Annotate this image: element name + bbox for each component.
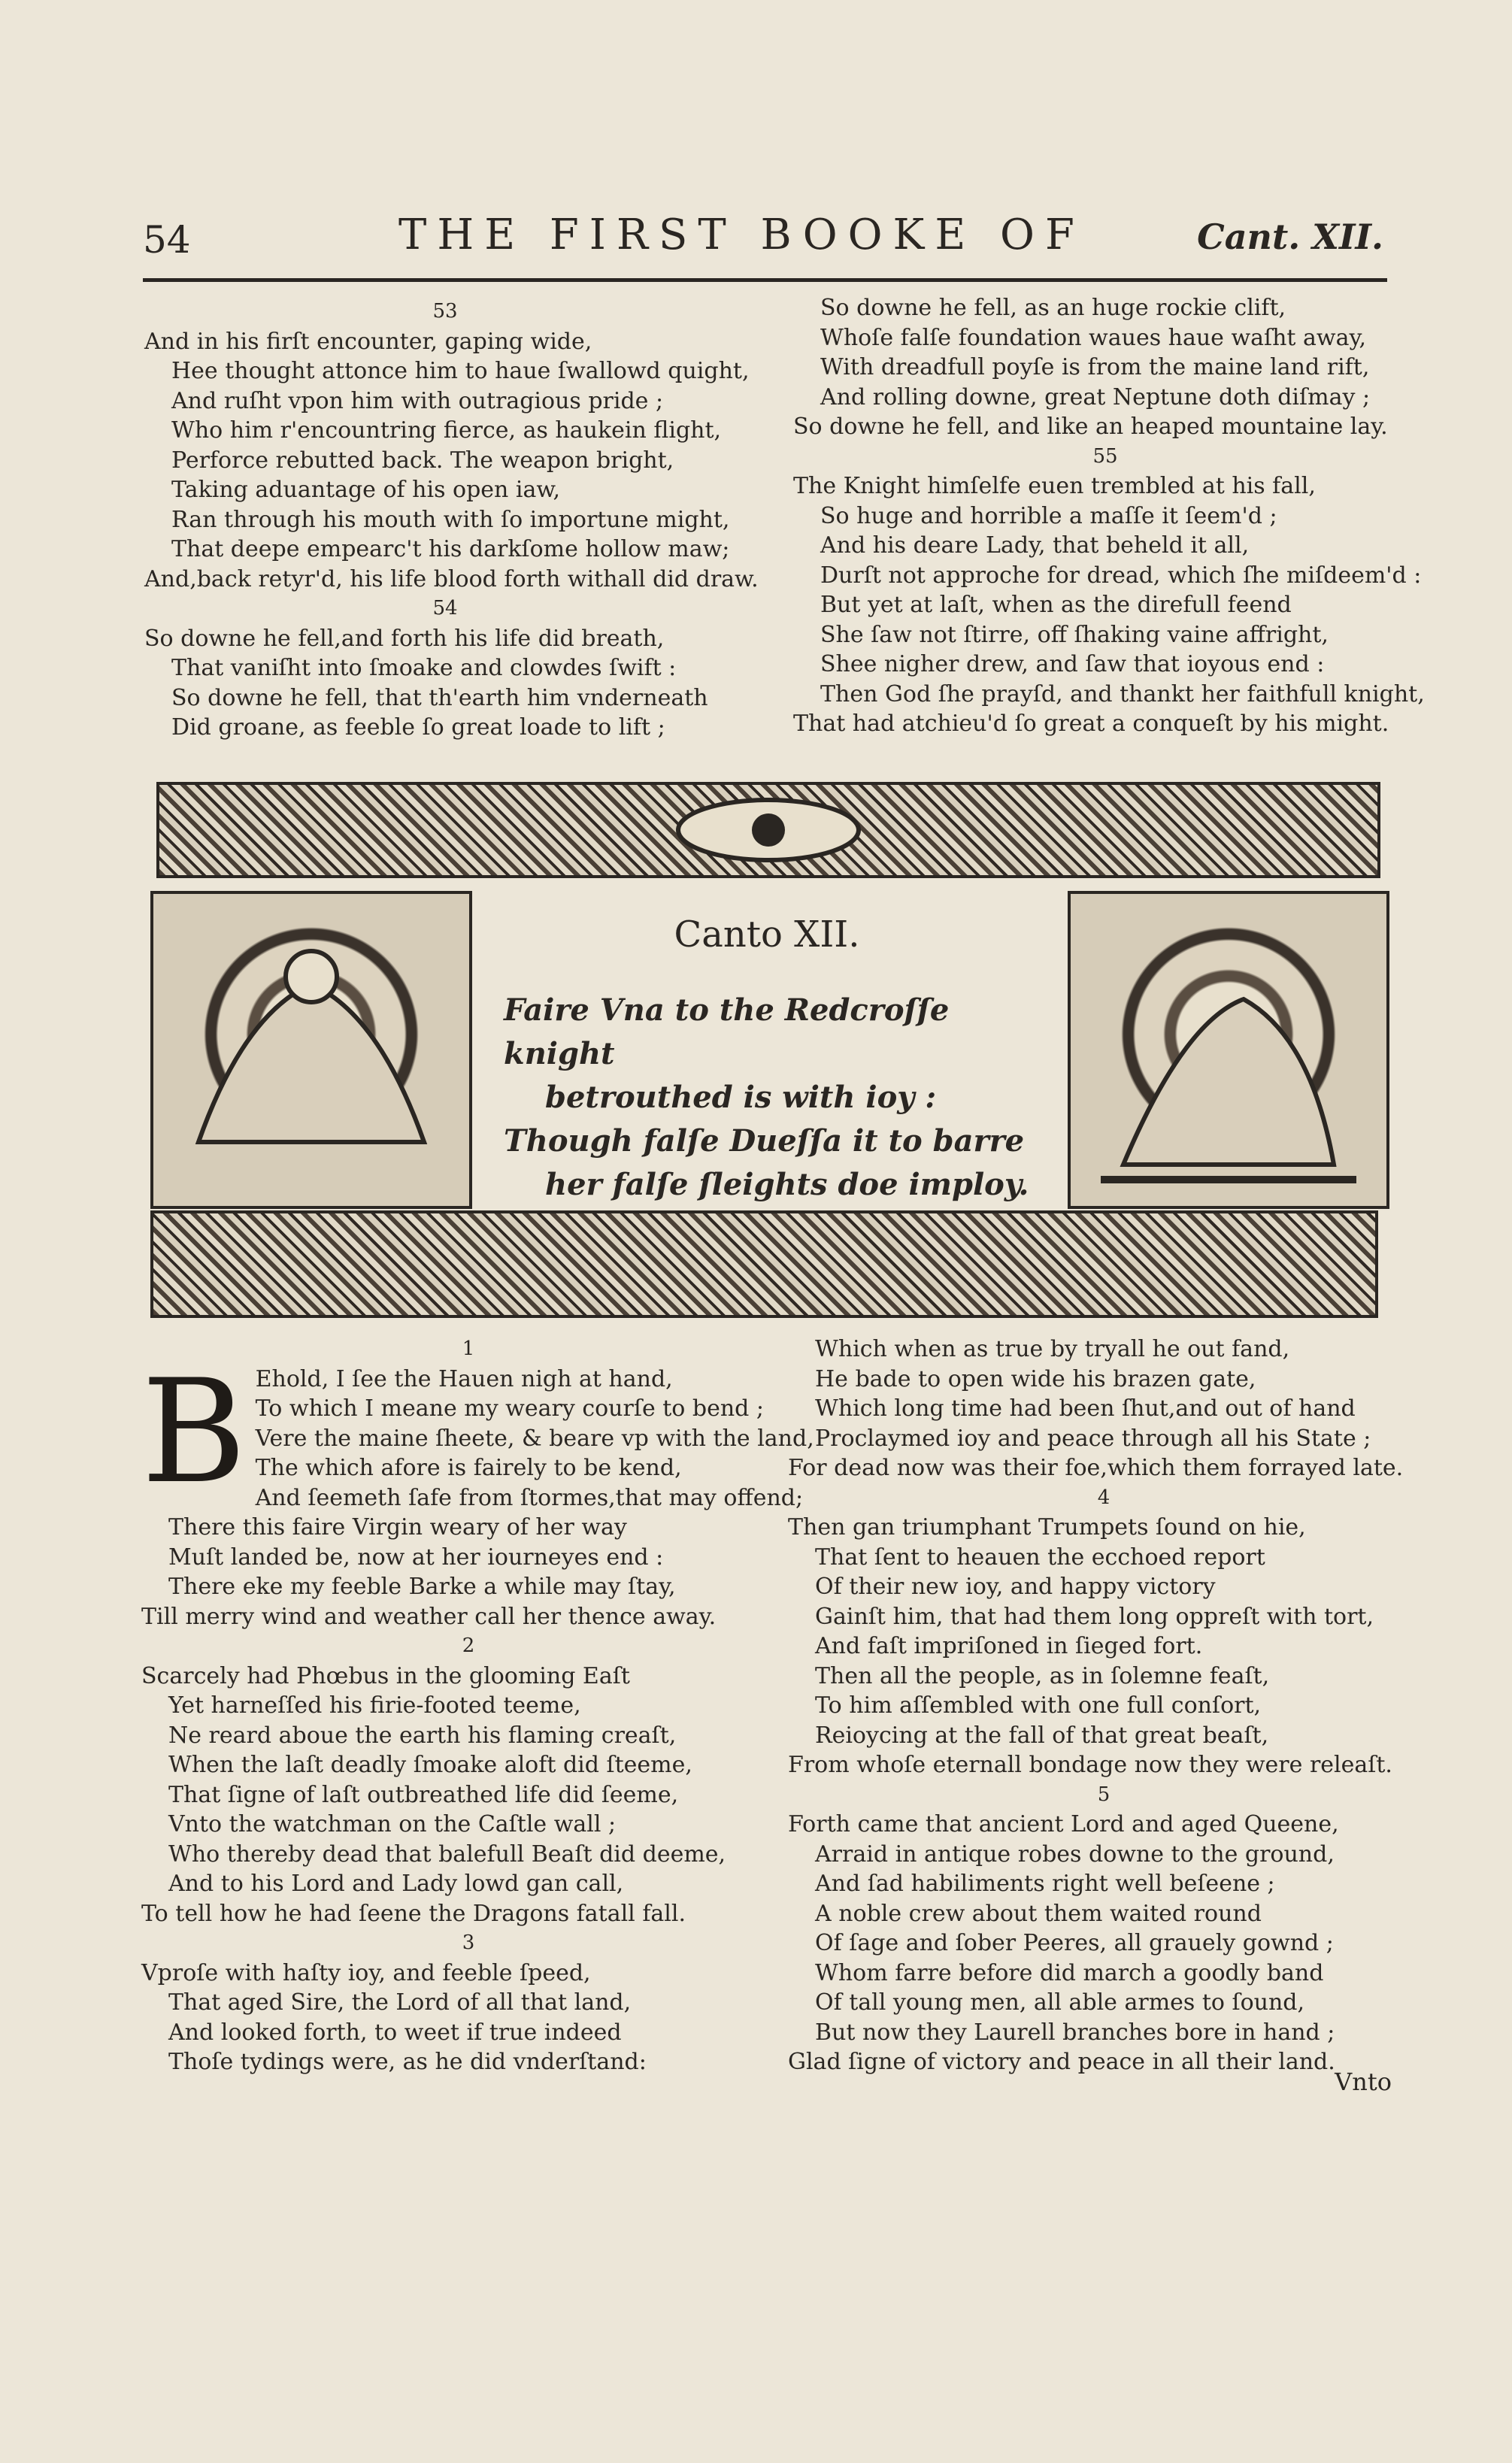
verse-line: Then God ſhe prayſd, and thankt her faithfull knight, [820, 680, 1425, 707]
verse-line: There this faire Virgin weary of her way [168, 1514, 627, 1541]
canto-reference: Cant. XII. [1197, 217, 1383, 257]
verse-line: Till merry wind and weather call her thence away. [141, 1603, 717, 1630]
argument-line: Though falſe Dueſſa it to barre [504, 1123, 1025, 1159]
canto-heading [474, 891, 1060, 1203]
phoenix-woodcut-right [1068, 891, 1389, 1209]
stanza-number: 2 [462, 1634, 475, 1657]
verse-line: And,back retyr'd, his life blood forth withall did draw. [144, 565, 759, 592]
bottom-ornament-band [150, 1210, 1378, 1318]
verse-line: Vproſe with haſty ioy, and feeble ſpeed, [141, 1959, 591, 1986]
phoenix-woodcut-left [150, 891, 472, 1209]
verse-line: So downe he fell, that th'earth him vnderneath [171, 684, 708, 711]
verse-line: Whoſe falſe foundation waues haue waſht away, [820, 324, 1366, 351]
verse-line: He bade to open wide his brazen gate, [815, 1365, 1256, 1392]
verse-line: Taking aduantage of his open iaw, [171, 477, 561, 503]
verse-line: So downe he fell, as an huge rockie clift, [820, 295, 1286, 321]
verse-line: With dreadfull poyſe is from the maine land rift, [820, 354, 1370, 380]
verse-line: That ſent to heauen the ecchoed report [815, 1544, 1265, 1571]
verse-line: Shee nigher drew, and ſaw that ioyous end : [820, 651, 1325, 677]
verse-line: And ſeemeth ſafe from ſtormes,that may offend; [255, 1484, 804, 1511]
verse-line: So downe he fell, and like an heaped mountaine lay. [793, 414, 1388, 440]
verse-line: And to his Lord and Lady lowd gan call, [168, 1871, 624, 1897]
verse-line: From whoſe eternall bondage now they were releaſt. [788, 1752, 1392, 1778]
verse-line: There eke my feeble Barke a while may ſtay, [168, 1574, 676, 1600]
verse-line: For dead now was their foe,which them forrayed late. [788, 1455, 1404, 1481]
verse-line: To him aſſembled with one full conſort, [815, 1692, 1262, 1719]
verse-line: Who thereby dead that balefull Beaſt did deeme, [168, 1840, 726, 1868]
running-title: THE FIRST BOOKE OF [398, 211, 1085, 259]
verse-line: The Knight himſelfe euen trembled at his fall, [793, 473, 1316, 499]
verse-line: That vaniſht into ſmoake and clowdes ſwift : [171, 655, 677, 681]
verse-line: Vere the maine ſheete, & beare vp with the land, [255, 1425, 814, 1452]
verse-line: Which long time had been ſhut,and out of hand [815, 1395, 1356, 1422]
verse-line: Vnto the watchman on the Caſtle wall ; [168, 1811, 617, 1837]
verse-line: Ran through his mouth with ſo importune might, [171, 506, 730, 533]
verse-line: And in his firſt encounter, gaping wide, [144, 328, 592, 355]
verse-line: But yet at laſt, when as the direfull feend [820, 592, 1292, 618]
stanza-number: 55 [1092, 444, 1118, 468]
verse-line: That aged Sire, the Lord of all that land, [168, 1989, 632, 2016]
verse-line: Proclaymed ioy and peace through all his State ; [815, 1425, 1371, 1452]
verse-line: Perforce rebutted back. The weapon bright, [171, 447, 674, 474]
verse-line: A noble crew about them waited round [815, 1900, 1262, 1927]
verse-line: Of ſage and ſober Peeres, all grauely gownd ; [815, 1930, 1334, 1956]
verse-line: Arraid in antique robes downe to the ground, [815, 1840, 1335, 1868]
bottom-left-column [141, 1335, 814, 2077]
verse-line: So downe he fell,and forth his life did breath, [144, 625, 665, 652]
stanza-number: 5 [1097, 1783, 1111, 1806]
verse-line: The which afore is fairely to be kend, [255, 1455, 682, 1481]
stanza-number: 53 [432, 300, 458, 323]
verse-line: Then all the people, as in ſolemne feaſt, [815, 1662, 1270, 1689]
verse-line: Durſt not approche for dread, which ſhe miſdeem'd : [820, 562, 1422, 589]
argument-line: betrouthed is with ioy : [545, 1080, 937, 1115]
verse-line: Of tall young men, all able armes to ſound, [815, 1989, 1305, 2016]
verse-line: Gainſt him, that had them long oppreſt with tort, [815, 1603, 1374, 1630]
canto-title: Canto XII. [674, 913, 860, 956]
stanza-number: 3 [462, 1931, 475, 1954]
verse-line: And faſt impriſoned in ſieged fort. [815, 1633, 1203, 1659]
stanza-number: 54 [432, 597, 458, 620]
verse-line: When the laſt deadly ſmoake aloft did ſteeme, [168, 1752, 692, 1778]
stanza-number: 1 [462, 1338, 475, 1360]
verse-line: Which when as true by tryall he out fand, [815, 1336, 1290, 1362]
verse-line: Scarcely had Phœbus in the glooming Eaſt [141, 1662, 630, 1689]
verse-line: Forth came that ancient Lord and aged Queene, [788, 1811, 1339, 1837]
verse-line: Reioycing at the fall of that great beaſt, [815, 1722, 1269, 1749]
canto-argument [504, 989, 1060, 1207]
verse-line: And rolling downe, great Neptune doth diſmay ; [820, 383, 1371, 410]
stanza-number: 4 [1097, 1486, 1111, 1509]
verse-line: And his deare Lady, that beheld it all, [820, 532, 1250, 559]
verse-line: To which I meane my weary courſe to bend ; [255, 1395, 765, 1422]
page-number: 54 [143, 218, 191, 262]
verse-line: Who him r'encountring fierce, as haukein flight, [171, 417, 722, 444]
argument-line: Faire Vna to the Redcroſſe knight [504, 992, 950, 1071]
verse-line: Glad ſigne of victory and peace in all their land. [788, 2049, 1335, 2075]
verse-line: Whom farre before did march a goodly band [815, 1959, 1324, 1986]
header-rule [143, 278, 1387, 282]
verse-line: That had atchieu'd ſo great a conqueſt by his might. [793, 710, 1389, 737]
verse-line: And ſad habiliments right well beſeene ; [815, 1871, 1275, 1897]
verse-line: Muſt landed be, now at her iourneyes end : [168, 1544, 664, 1571]
verse-line: So huge and horrible a maſſe it ſeem'd ; [820, 502, 1277, 529]
verse-line: That deepe empearc't his darkſome hollow maw; [171, 536, 730, 562]
verse-line: To tell how he had ſeene the Dragons fatall fall. [141, 1900, 686, 1927]
verse-line: Ne reard aboue the earth his flaming creaſt, [168, 1722, 677, 1749]
verse-line: Thoſe tydings were, as he did vnderſtand: [168, 2049, 647, 2075]
top-ornament-band [156, 782, 1380, 878]
verse-line: And ruſht vpon him with outragious pride ; [171, 387, 664, 414]
drop-capital: B [141, 1348, 247, 1515]
verse-line: Did groane, as feeble ſo great loade to lift ; [171, 714, 665, 741]
top-right-column [793, 293, 1425, 739]
verse-line: Ehold, I ſee the Hauen nigh at hand, [255, 1365, 673, 1392]
verse-line: And looked forth, to weet if true indeed [168, 2019, 622, 2046]
verse-line: Of their new ioy, and happy victory [815, 1574, 1216, 1600]
verse-line: Yet harneſſed his firie-footed teeme, [168, 1692, 581, 1719]
top-left-column [144, 297, 759, 743]
verse-line: Then gan triumphant Trumpets ſound on hie, [788, 1514, 1306, 1541]
verse-line: That ſigne of laſt outbreathed life did ſeeme, [168, 1781, 679, 1808]
running-header [143, 203, 1383, 271]
verse-line: But now they Laurell branches bore in hand ; [815, 2019, 1335, 2046]
catchword: Vnto [1335, 2068, 1392, 2096]
bottom-right-column [788, 1335, 1420, 2077]
verse-line: Hee thought attonce him to haue ſwallowd quight, [171, 358, 750, 384]
argument-line: her falſe ſleights doe imploy. [545, 1167, 1029, 1202]
verse-line: She ſaw not ſtirre, off ſhaking vaine affright, [820, 621, 1329, 648]
